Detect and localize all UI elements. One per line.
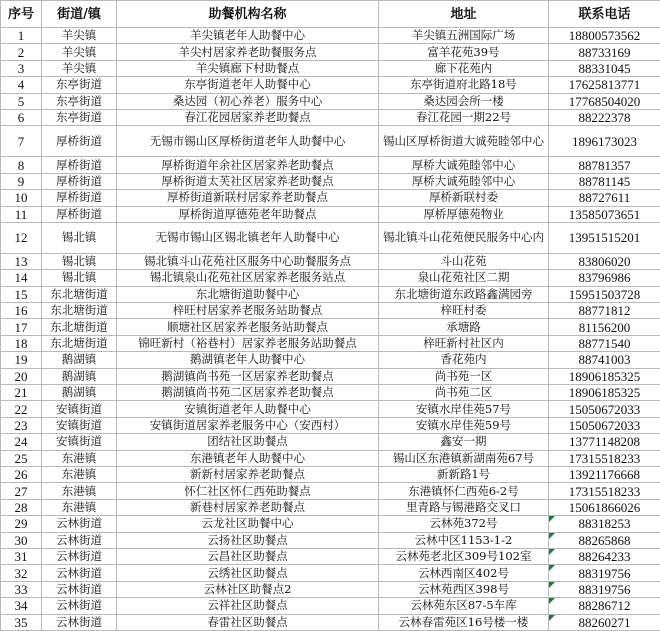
table-row	[1, 253, 660, 269]
cell-name[interactable]: 羊尖镇老年人助餐中心	[117, 28, 379, 44]
cell-name[interactable]: 东北塘街道助餐中心	[117, 286, 379, 302]
table-row	[1, 222, 660, 253]
table-row	[1, 614, 660, 630]
cell-street[interactable]: 云林街道	[42, 532, 117, 548]
cell-index[interactable]: 33	[1, 581, 42, 597]
cell-street[interactable]: 云林街道	[42, 565, 117, 581]
cell-name[interactable]: 云林社区助餐点2	[117, 581, 379, 597]
cell-street[interactable]: 云林街道	[42, 548, 117, 564]
cell-address[interactable]: 东亭街道府北路18号	[379, 77, 549, 93]
cell-address[interactable]: 锡山区厚桥街道大诚苑睦邻中心	[379, 126, 549, 157]
cell-name[interactable]: 无锡市锡山区厚桥街道老年人助餐中心	[117, 126, 379, 157]
cell-address[interactable]: 厚桥新联村委	[379, 190, 549, 206]
cell-phone[interactable]: 88222378	[549, 109, 660, 125]
table-row	[1, 190, 660, 206]
cell-address[interactable]: 厚桥大诚苑睦邻中心	[379, 157, 549, 173]
cell-address[interactable]: 廊下花苑内	[379, 60, 549, 76]
cell-phone[interactable]: 88771812	[549, 303, 660, 319]
cell-name[interactable]: 春雷社区助餐点	[117, 614, 379, 630]
cell-index[interactable]: 13	[1, 253, 42, 269]
cell-name[interactable]: 云绣社区助餐点	[117, 565, 379, 581]
cell-index[interactable]: 32	[1, 565, 42, 581]
cell-phone[interactable]: 88781145	[549, 173, 660, 189]
table-row	[1, 532, 660, 548]
cell-name[interactable]: 云祥社区助餐点	[117, 598, 379, 614]
cell-index[interactable]: 27	[1, 483, 42, 499]
cell-address[interactable]: 东港镇怀仁西苑6-2号	[379, 483, 549, 499]
cell-phone[interactable]: 17315518233	[549, 450, 660, 466]
cell-index[interactable]: 8	[1, 157, 42, 173]
table-row	[1, 352, 660, 368]
cell-street[interactable]: 云林街道	[42, 581, 117, 597]
table-row	[1, 206, 660, 222]
cell-index[interactable]: 16	[1, 303, 42, 319]
cell-address[interactable]: 尚书苑二区	[379, 385, 549, 401]
table-row	[1, 77, 660, 93]
header-street[interactable]: 街道/镇	[42, 1, 117, 28]
cell-index[interactable]: 29	[1, 516, 42, 532]
cell-index[interactable]: 6	[1, 109, 42, 125]
cell-phone[interactable]: 88331045	[549, 60, 660, 76]
table-row	[1, 434, 660, 450]
cell-address[interactable]: 云林苑老北区309号102室	[379, 548, 549, 564]
cell-phone[interactable]: 83796986	[549, 270, 660, 286]
table-row	[1, 157, 660, 173]
cell-name[interactable]: 新巷村居家养老助餐点	[117, 499, 379, 515]
cell-index[interactable]: 23	[1, 417, 42, 433]
cell-phone[interactable]: 17768504020	[549, 93, 660, 109]
table-row	[1, 499, 660, 515]
cell-address[interactable]: 锡北镇斗山花苑便民服务中心内	[379, 222, 549, 253]
cell-street[interactable]: 羊尖镇	[42, 44, 117, 60]
cell-phone[interactable]: 88286712	[549, 598, 660, 614]
cell-index[interactable]: 18	[1, 335, 42, 351]
cell-name[interactable]: 锡北镇斗山花苑社区服务中心助餐服务点	[117, 253, 379, 269]
cell-street[interactable]: 锡北镇	[42, 222, 117, 253]
cell-phone[interactable]: 88727611	[549, 190, 660, 206]
cell-phone[interactable]: 13921176668	[549, 466, 660, 482]
cell-index[interactable]: 14	[1, 270, 42, 286]
cell-name[interactable]: 云昌社区助餐点	[117, 548, 379, 564]
cell-name[interactable]: 鹅湖镇尚书苑一区居家养老助餐点	[117, 368, 379, 384]
cell-address[interactable]: 新新路1号	[379, 466, 549, 482]
cell-address[interactable]: 尚书苑一区	[379, 368, 549, 384]
cell-phone[interactable]: 15050672033	[549, 401, 660, 417]
table-row	[1, 450, 660, 466]
cell-name[interactable]: 无锡市锡山区锡北镇老年人助餐中心	[117, 222, 379, 253]
table-row	[1, 466, 660, 482]
cell-address[interactable]: 锡山区东港镇新湖南苑67号	[379, 450, 549, 466]
cell-name[interactable]: 厚桥街道太芙社区居家养老助餐点	[117, 173, 379, 189]
cell-index[interactable]: 12	[1, 222, 42, 253]
table-body	[1, 28, 660, 631]
cell-index[interactable]: 31	[1, 548, 42, 564]
header-phone[interactable]: 联系电话	[549, 1, 660, 28]
cell-address[interactable]: 安镇水岸佳苑57号	[379, 401, 549, 417]
cell-address[interactable]: 梓旺村委	[379, 303, 549, 319]
cell-address[interactable]: 香花苑内	[379, 352, 549, 368]
cell-street[interactable]: 锡北镇	[42, 270, 117, 286]
header-index[interactable]: 序号	[1, 1, 42, 28]
cell-index[interactable]: 35	[1, 614, 42, 630]
table-row	[1, 60, 660, 76]
cell-phone[interactable]: 88319756	[549, 565, 660, 581]
cell-street[interactable]: 鹅湖镇	[42, 385, 117, 401]
cell-index[interactable]: 22	[1, 401, 42, 417]
cell-address[interactable]: 富羊花苑39号	[379, 44, 549, 60]
cell-index[interactable]: 2	[1, 44, 42, 60]
cell-address[interactable]: 承塘路	[379, 319, 549, 335]
cell-index[interactable]: 21	[1, 385, 42, 401]
cell-phone[interactable]: 88265868	[549, 532, 660, 548]
cell-address[interactable]: 云林苑东区87-5车库	[379, 598, 549, 614]
cell-street[interactable]: 羊尖镇	[42, 28, 117, 44]
cell-street[interactable]: 锡北镇	[42, 253, 117, 269]
cell-street[interactable]: 厚桥街道	[42, 190, 117, 206]
cell-street[interactable]: 东港镇	[42, 499, 117, 515]
cell-street[interactable]: 东亭街道	[42, 109, 117, 125]
cell-address[interactable]: 云林春雷苑区16号楼一楼	[379, 614, 549, 630]
cell-phone[interactable]: 18906185325	[549, 385, 660, 401]
cell-address[interactable]: 云林中区1153-1-2	[379, 532, 549, 548]
cell-name[interactable]: 春江花园居家养老助餐点	[117, 109, 379, 125]
cell-name[interactable]: 新新村居家养老助餐点	[117, 466, 379, 482]
cell-street[interactable]: 安镇街道	[42, 401, 117, 417]
cell-address[interactable]: 厚桥厚德苑物业	[379, 206, 549, 222]
cell-name[interactable]: 怀仁社区怀仁西苑助餐点	[117, 483, 379, 499]
cell-phone[interactable]: 1896173023	[549, 126, 660, 157]
cell-phone[interactable]: 88318253	[549, 516, 660, 532]
cell-name[interactable]: 锦旺新村（裕巷村）居家养老服务站助餐点	[117, 335, 379, 351]
cell-address[interactable]: 鑫安一期	[379, 434, 549, 450]
cell-address[interactable]: 梓旺新村社区内	[379, 335, 549, 351]
cell-street[interactable]: 东亭街道	[42, 93, 117, 109]
cell-street[interactable]: 厚桥街道	[42, 126, 117, 157]
table-row	[1, 286, 660, 302]
cell-street[interactable]: 厚桥街道	[42, 173, 117, 189]
cell-index[interactable]: 26	[1, 466, 42, 482]
cell-index[interactable]: 7	[1, 126, 42, 157]
cell-phone[interactable]: 88264233	[549, 548, 660, 564]
cell-address[interactable]: 东北塘街道东政路鑫满园旁	[379, 286, 549, 302]
cell-street[interactable]: 东北塘街道	[42, 335, 117, 351]
cell-index[interactable]: 17	[1, 319, 42, 335]
cell-name[interactable]: 鹅湖镇老年人助餐中心	[117, 352, 379, 368]
cell-phone[interactable]: 15061866026	[549, 499, 660, 515]
cell-street[interactable]: 东港镇	[42, 466, 117, 482]
cell-phone[interactable]: 15050672033	[549, 417, 660, 433]
cell-phone[interactable]: 17315518233	[549, 483, 660, 499]
cell-street[interactable]: 东北塘街道	[42, 303, 117, 319]
table-row	[1, 548, 660, 564]
header-row	[1, 1, 660, 28]
cell-address[interactable]: 安镇水岸佳苑59号	[379, 417, 549, 433]
cell-address[interactable]: 泉山花苑社区二期	[379, 270, 549, 286]
table-row	[1, 126, 660, 157]
table-row	[1, 173, 660, 189]
cell-phone[interactable]: 18800573562	[549, 28, 660, 44]
cell-phone[interactable]: 88733169	[549, 44, 660, 60]
cell-name[interactable]: 云龙社区助餐中心	[117, 516, 379, 532]
cell-index[interactable]: 4	[1, 77, 42, 93]
cell-address[interactable]: 斗山花苑	[379, 253, 549, 269]
cell-street[interactable]: 云林街道	[42, 598, 117, 614]
cell-index[interactable]: 3	[1, 60, 42, 76]
table-row	[1, 516, 660, 532]
cell-phone[interactable]: 13951515201	[549, 222, 660, 253]
cell-index[interactable]: 1	[1, 28, 42, 44]
cell-phone[interactable]: 88260271	[549, 614, 660, 630]
table-row	[1, 93, 660, 109]
cell-street[interactable]: 东港镇	[42, 450, 117, 466]
cell-address[interactable]: 云林苑西区398号	[379, 581, 549, 597]
cell-street[interactable]: 安镇街道	[42, 417, 117, 433]
cell-street[interactable]: 安镇街道	[42, 434, 117, 450]
cell-name[interactable]: 云扬社区助餐点	[117, 532, 379, 548]
cell-phone[interactable]: 13771148208	[549, 434, 660, 450]
cell-index[interactable]: 24	[1, 434, 42, 450]
cell-phone[interactable]: 15951503728	[549, 286, 660, 302]
cell-name[interactable]: 安镇街道老年人助餐中心	[117, 401, 379, 417]
cell-name[interactable]: 安镇街道居家养老服务中心（安西村）	[117, 417, 379, 433]
table-row	[1, 598, 660, 614]
cell-street[interactable]: 东港镇	[42, 483, 117, 499]
cell-index[interactable]: 30	[1, 532, 42, 548]
table-row	[1, 483, 660, 499]
table-row	[1, 28, 660, 44]
cell-street[interactable]: 厚桥街道	[42, 157, 117, 173]
cell-name[interactable]: 鹅湖镇尚书苑二区居家养老助餐点	[117, 385, 379, 401]
cell-street[interactable]: 云林街道	[42, 516, 117, 532]
cell-phone[interactable]: 13585073651	[549, 206, 660, 222]
cell-phone[interactable]: 83806020	[549, 253, 660, 269]
cell-address[interactable]: 桑达园会所一楼	[379, 93, 549, 109]
cell-index[interactable]: 34	[1, 598, 42, 614]
cell-phone[interactable]: 17625813771	[549, 77, 660, 93]
cell-street[interactable]: 厚桥街道	[42, 206, 117, 222]
cell-index[interactable]: 9	[1, 173, 42, 189]
cell-address[interactable]: 云林西南区402号	[379, 565, 549, 581]
cell-address[interactable]: 羊尖镇五洲国际广场	[379, 28, 549, 44]
cell-street[interactable]: 东北塘街道	[42, 319, 117, 335]
cell-index[interactable]: 19	[1, 352, 42, 368]
cell-name[interactable]: 厚桥街道新联村居家养老助餐点	[117, 190, 379, 206]
cell-name[interactable]: 东港镇老年人助餐中心	[117, 450, 379, 466]
cell-index[interactable]: 15	[1, 286, 42, 302]
table-row	[1, 401, 660, 417]
cell-index[interactable]: 25	[1, 450, 42, 466]
table-row	[1, 109, 660, 125]
cell-name[interactable]: 团结社区助餐点	[117, 434, 379, 450]
table-row	[1, 303, 660, 319]
cell-index[interactable]: 11	[1, 206, 42, 222]
table-row	[1, 335, 660, 351]
cell-name[interactable]: 桑达园（初心养老）服务中心	[117, 93, 379, 109]
cell-address[interactable]: 里青路与锡港路交叉口	[379, 499, 549, 515]
cell-street[interactable]: 鹅湖镇	[42, 352, 117, 368]
cell-phone[interactable]: 88319756	[549, 581, 660, 597]
cell-index[interactable]: 20	[1, 368, 42, 384]
cell-phone[interactable]: 88781357	[549, 157, 660, 173]
cell-name[interactable]: 梓旺村居家养老服务站助餐点	[117, 303, 379, 319]
table-row	[1, 368, 660, 384]
cell-name[interactable]: 东亭街道老年人助餐中心	[117, 77, 379, 93]
cell-phone[interactable]: 88771540	[549, 335, 660, 351]
cell-index[interactable]: 5	[1, 93, 42, 109]
header-address[interactable]: 地址	[379, 1, 549, 28]
cell-street[interactable]: 东亭街道	[42, 77, 117, 93]
cell-index[interactable]: 28	[1, 499, 42, 515]
cell-street[interactable]: 鹅湖镇	[42, 368, 117, 384]
table-row	[1, 417, 660, 433]
cell-index[interactable]: 10	[1, 190, 42, 206]
cell-street[interactable]: 东北塘街道	[42, 286, 117, 302]
table-row	[1, 565, 660, 581]
cell-name[interactable]: 羊尖村居家养老助餐服务点	[117, 44, 379, 60]
cell-address[interactable]: 春江花园一期22号	[379, 109, 549, 125]
table-row	[1, 385, 660, 401]
cell-name[interactable]: 厚桥街道厚德苑老年助餐点	[117, 206, 379, 222]
table-row	[1, 44, 660, 60]
cell-name[interactable]: 厚桥街道年余社区居家养老助餐点	[117, 157, 379, 173]
header-name[interactable]: 助餐机构名称	[117, 1, 379, 28]
cell-phone[interactable]: 81156200	[549, 319, 660, 335]
cell-address[interactable]: 云林苑372号	[379, 516, 549, 532]
cell-street[interactable]: 云林街道	[42, 614, 117, 630]
table-row	[1, 270, 660, 286]
cell-name[interactable]: 锡北镇泉山花苑社区居家养老服务站点	[117, 270, 379, 286]
cell-name[interactable]: 羊尖镇廊下村助餐点	[117, 60, 379, 76]
cell-phone[interactable]: 18906185325	[549, 368, 660, 384]
cell-name[interactable]: 顺塘社区居家养老服务站助餐点	[117, 319, 379, 335]
cell-phone[interactable]: 88741003	[549, 352, 660, 368]
cell-street[interactable]: 羊尖镇	[42, 60, 117, 76]
cell-address[interactable]: 厚桥大诚苑睦邻中心	[379, 173, 549, 189]
table-row	[1, 581, 660, 597]
table-row	[1, 319, 660, 335]
